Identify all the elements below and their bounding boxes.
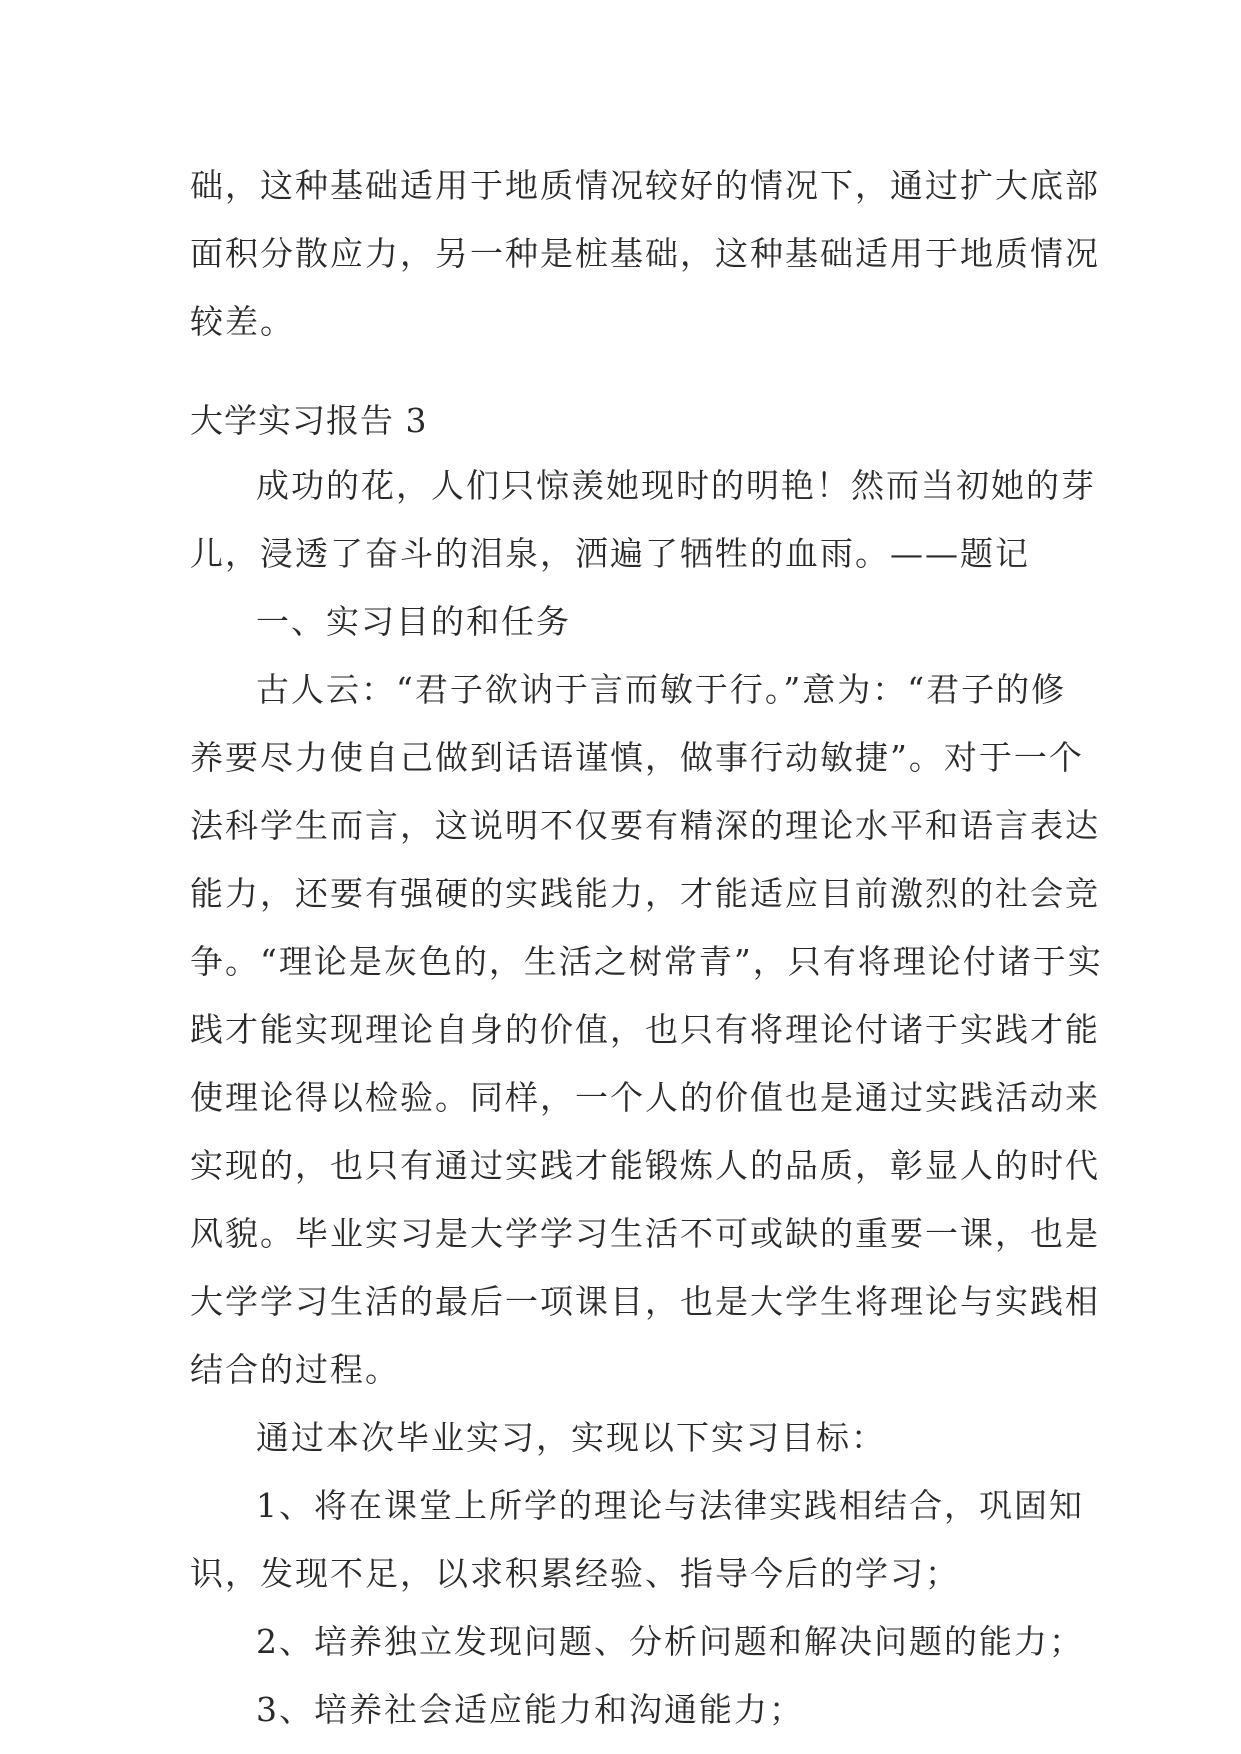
epigraph-line: 成功的花，人们只惊羡她现时的明艳！然而当初她的芽 [256,466,1096,505]
text-line: 使理论得以检验。同样，一个人的价值也是通过实践活动来 [190,1078,1100,1117]
text-line: 较差。 [190,302,295,341]
subheading: 一、实习目的和任务 [256,602,571,641]
text-line: 践才能实现理论自身的价值，也只有将理论付诸于实践才能 [190,1010,1100,1049]
text-line: 结合的过程。 [190,1350,400,1389]
list-item: 3、培养社会适应能力和沟通能力； [256,1690,804,1729]
text-line: 大学学习生活的最后一项课目，也是大学生将理论与实践相 [190,1282,1100,1321]
text-line: 古人云：“君子欲讷于言而敏于行。”意为：“君子的修 [256,670,1067,709]
text-line: 争。“理论是灰色的，生活之树常青”，只有将理论付诸于实 [190,942,1103,981]
list-item-continuation: 识，发现不足，以求积累经验、指导今后的学习； [190,1554,960,1593]
list-item: 1、将在课堂上所学的理论与法律实践相结合，巩固知 [256,1486,1084,1525]
text-line: 础，这种基础适用于地质情况较好的情况下，通过扩大底部 [190,166,1100,205]
text-line: 风貌。毕业实习是大学学习生活不可或缺的重要一课，也是 [190,1214,1100,1253]
text-line: 面积分散应力，另一种是桩基础，这种基础适用于地质情况 [190,234,1100,273]
intro-paragraph [190,152,1100,356]
body-text [190,452,1103,1744]
text-line: 养要尽力使自己做到话语谨慎，做事行动敏捷”。对于一个 [190,738,1084,777]
text-line: 法科学生而言，这说明不仅要有精深的理论水平和语言表达 [190,806,1100,845]
epigraph-line: 儿，浸透了奋斗的泪泉，洒遍了牺牲的血雨。——题记 [190,534,1030,573]
list-item: 2、培养独立发现问题、分析问题和解决问题的能力； [256,1622,1084,1661]
text-line: 能力，还要有强硬的实践能力，才能适应目前激烈的社会竞 [190,874,1100,913]
text-line: 实现的，也只有通过实践才能锻炼人的品质，彰显人的时代 [190,1146,1100,1185]
text-line: 通过本次毕业实习，实现以下实习目标： [256,1418,886,1457]
section-title: 大学实习报告 3 [190,401,428,440]
